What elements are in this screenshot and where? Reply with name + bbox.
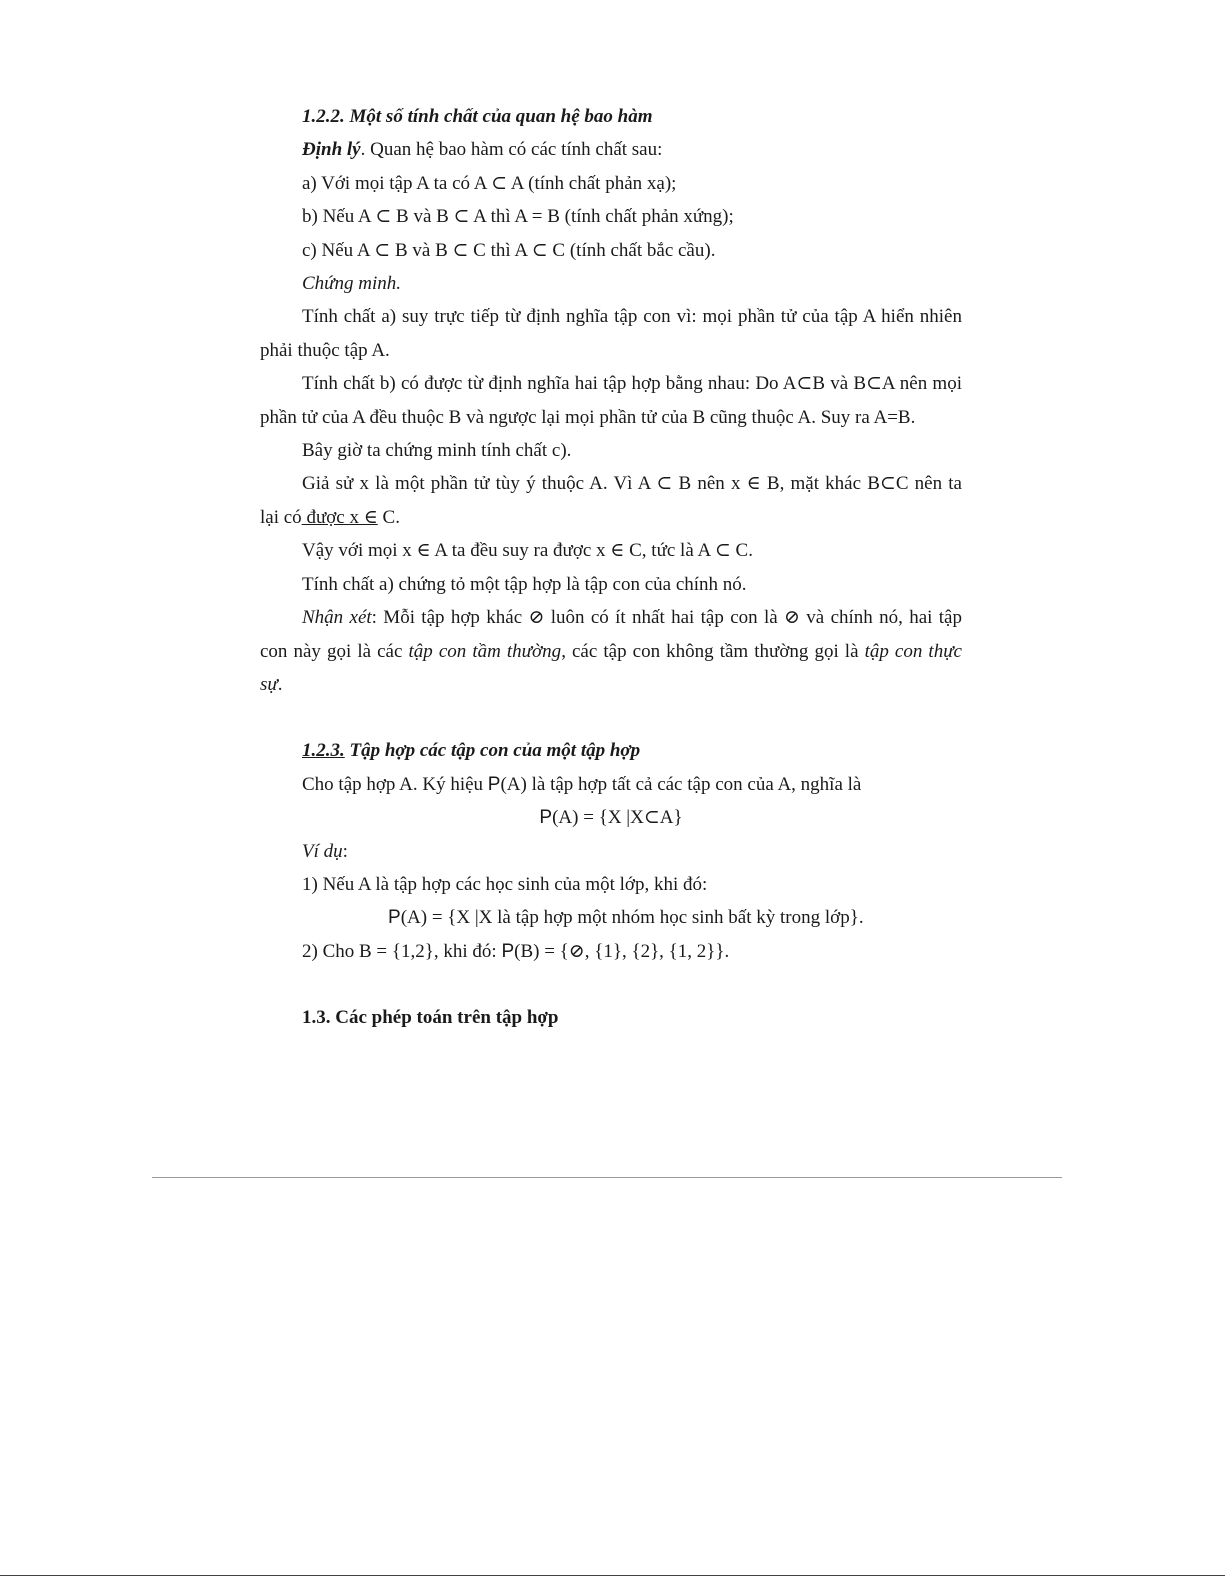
proof-b-paragraph: Tính chất b) có được từ định nghĩa hai tập hợp bằng nhau: Do A⊂B và B⊂A nên mọi phần tử của A đều thuộc B và ngược lại mọi phần tử của B cũng thuộc A. Suy ra A=B. [260, 373, 962, 428]
formula-rest: (A) = {X |X⊂A} [552, 807, 683, 829]
example-2-symbol: P [501, 940, 515, 962]
document-body [260, 100, 962, 1035]
section-title-1-2-3: Tập hợp các tập con của một tập hợp [344, 740, 641, 762]
section-number-1-2-3: 1.2.3. [302, 740, 345, 762]
page-separator-line [152, 1177, 1062, 1178]
proof-c-line-2 [260, 501, 962, 534]
theorem-paragraph [260, 133, 962, 166]
remark-paragraph [260, 601, 962, 701]
formula-symbol: P [539, 807, 553, 829]
remark-text-3: . [277, 673, 283, 695]
theorem-text: . Quan hệ bao hàm có các tính chất sau: [360, 139, 663, 161]
proof-c-line-2-end: C. [377, 506, 400, 528]
example-1-symbol: P [388, 907, 401, 929]
section-heading-1-2-3 [260, 734, 962, 767]
proof-c-conclusion: Vậy với mọi x ∈ A ta đều suy ra được x ∈ C, tức là A ⊂ C. [302, 540, 753, 562]
powerset-formula [260, 801, 962, 834]
powerset-symbol: P [487, 773, 501, 795]
proof-c-line-1: Giả sử x là một phần tử tùy ý thuộc A. Vì A ⊂ B nên x ∈ B, mặt khác B⊂C nên ta [302, 473, 962, 495]
remark-text-2: , các tập con không tầm thường gọi là [561, 640, 865, 662]
property-item-c: c) Nếu A ⊂ B và B ⊂ C thì A ⊂ C (tính chất bắc cầu). [302, 239, 716, 261]
section-heading-1-2-2: 1.2.2. Một số tính chất của quan hệ bao hàm [302, 106, 653, 127]
proof-a-paragraph: Tính chất a) suy trực tiếp từ định nghĩa tập con vì: mọi phần tử của tập A hiển nhiên phải thuộc tập A. [260, 306, 962, 361]
proof-c-line-2-start: lại có [260, 506, 302, 528]
example-1-formula [260, 901, 962, 934]
example-2-rest: (B) = {⊘, {1}, {2}, {1, 2}}. [514, 940, 730, 962]
proof-c-underlined: được x ∈ [301, 506, 378, 528]
example-1-formula-rest: (A) = {X |X là tập hợp một nhóm học sinh bất kỳ trong lớp}. [400, 907, 864, 929]
example-label-line [260, 835, 962, 868]
spacer [260, 701, 962, 734]
remark-label: Nhận xét [302, 607, 372, 629]
remark-proper-term: tập con thực sự [260, 640, 962, 695]
property-item-a: a) Với mọi tập A ta có A ⊂ A (tính chất phản xạ); [302, 172, 677, 194]
example-2-line [260, 935, 962, 968]
powerset-intro-2: (A) là tập hợp tất cả các tập con của A, nghĩa là [500, 773, 862, 795]
proof-label: Chứng minh. [302, 273, 402, 295]
spacer [260, 968, 962, 1001]
page-bottom-border [0, 1575, 1225, 1576]
example-2-start: 2) Cho B = {1,2}, khi đó: [302, 940, 502, 962]
section-heading-1-3: 1.3. Các phép toán trên tập hợp [302, 1007, 559, 1029]
remark-text-1: : Mỗi tập hợp khác ⊘ luôn có ít nhất hai tập con là ⊘ và chính nó, hai tập con này gọi là các [260, 607, 962, 662]
proof-note: Tính chất a) chứng tỏ một tập hợp là tập con của chính nó. [302, 573, 747, 595]
proof-c-intro: Bây giờ ta chứng minh tính chất c). [302, 440, 572, 462]
powerset-intro [260, 768, 962, 801]
theorem-label: Định lý [302, 139, 361, 161]
property-item-b: b) Nếu A ⊂ B và B ⊂ A thì A = B (tính chất phản xứng); [302, 206, 734, 228]
remark-trivial-term: tập con tầm thường [408, 640, 562, 662]
example-colon: : [342, 840, 348, 862]
example-label: Ví dụ [302, 840, 343, 862]
powerset-intro-1: Cho tập hợp A. Ký hiệu [302, 773, 488, 795]
example-1-line: 1) Nếu A là tập hợp các học sinh của một lớp, khi đó: [302, 873, 708, 895]
